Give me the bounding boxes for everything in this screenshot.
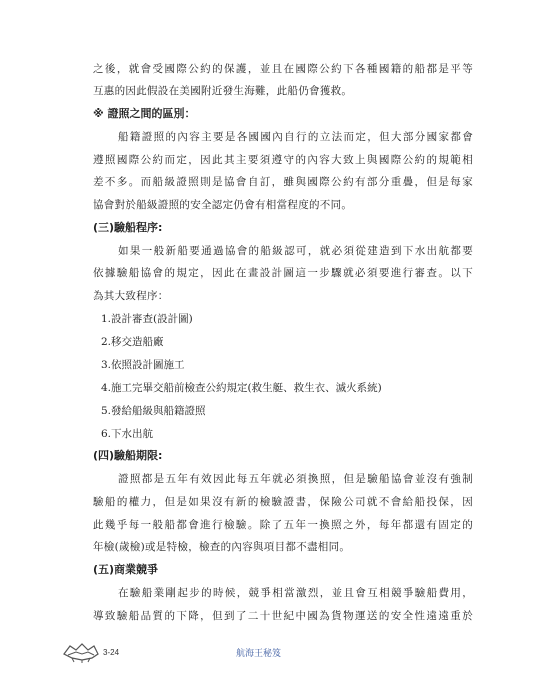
procedure-step: 4.施工完畢交船前檢查公約規定(救生艇、救生衣、滅火系統) xyxy=(101,382,382,394)
procedure-step: 2.移交造船廠 xyxy=(101,336,164,348)
section-heading-inspection-period: (四)驗船期限: xyxy=(93,449,163,462)
body-text-line: 如果一般新船要通過協會的船級認可，就必須從建造到下水出航都要 xyxy=(118,245,473,257)
body-text-line: 互惠的因此假設在美國附近發生海難，此船仍會獲救。 xyxy=(93,85,353,97)
procedure-step: 6.下水出航 xyxy=(101,428,154,440)
body-text-line: 在驗船業剛起步的時候，競爭相當激烈，並且會互相競爭驗船費用， xyxy=(118,587,473,599)
body-text-line: 依據驗船協會的規定，因此在畫設計圖這一步驟就必須要進行審查。以下 xyxy=(93,267,473,279)
book-title: 航海王秘笈 xyxy=(236,649,282,659)
body-text-line: 證照都是五年有效因此每五年就必須換照，但是驗船協會並沒有強制 xyxy=(118,473,473,485)
body-text-line: 之後，就會受國際公約的保護，並且在國際公約下各種國籍的船都是平等 xyxy=(93,63,473,75)
procedure-step: 1.設計審查(設計圖) xyxy=(101,313,193,325)
body-text-line: 年檢(歲檢)或是特檢，檢查的內容與項目都不盡相同。 xyxy=(93,541,351,553)
section-heading-commercial-competition: (五)商業競爭 xyxy=(93,563,159,576)
procedure-step: 5.發給船級與船籍證照 xyxy=(101,405,206,417)
body-text-line: 差不多。而船級證照則是協會自訂，雖與國際公約有部分重疊，但是每家 xyxy=(93,176,473,188)
ship-logo-icon xyxy=(62,640,100,664)
procedure-step: 3.依照設計圖施工 xyxy=(101,359,185,371)
page-number: 3-24 xyxy=(103,648,120,657)
body-text-line: 驗船的權力，但是如果沒有新的檢驗證書，保險公司就不會給船投保，因 xyxy=(93,496,473,508)
body-text-line: 遵照國際公約而定，因此其主要須遵守的內容大致上與國際公約的規範相 xyxy=(93,154,473,166)
body-text-line: 為其大致程序： xyxy=(93,290,169,302)
section-heading-inspection-procedure: (三)驗船程序: xyxy=(93,221,163,234)
body-text-line: 此幾乎每一般船都會進行檢驗。除了五年一換照之外，每年都還有固定的 xyxy=(93,519,473,531)
section-heading-certificate-difference: ※ 證照之間的區別： xyxy=(93,107,196,120)
body-text-line: 導致驗船品質的下降，但到了二十世紀中國為貨物運送的安全性遠遠重於 xyxy=(93,610,473,622)
body-text-line: 船籍證照的內容主要是各國國內自行的立法而定，但大部分國家都會 xyxy=(118,131,473,143)
body-text-line: 協會對於船級證照的安全認定仍會有相當程度的不同。 xyxy=(93,199,353,211)
